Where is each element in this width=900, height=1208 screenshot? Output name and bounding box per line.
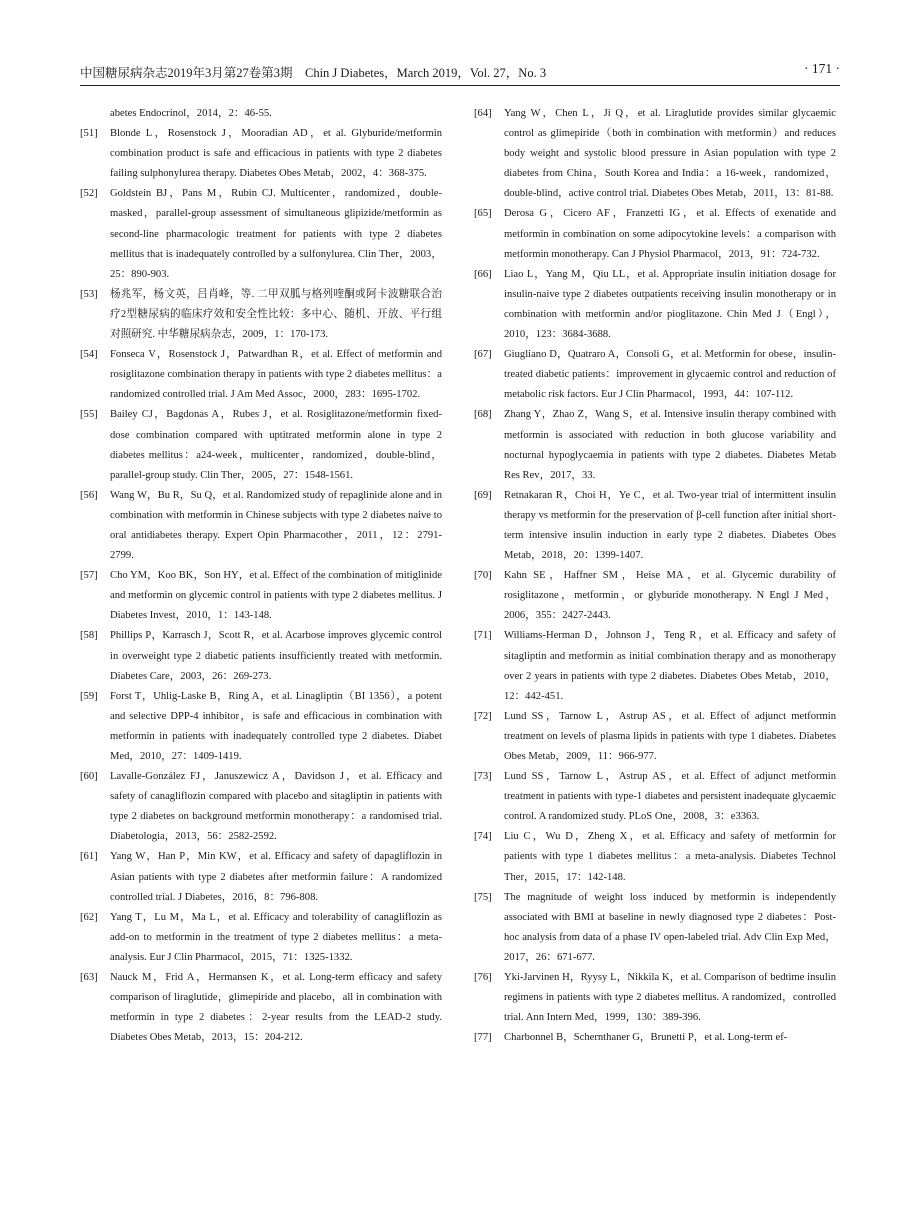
reference-entry [80, 767, 442, 847]
reference-number: [68] [474, 409, 492, 421]
reference-text: Bailey CJ，Bagdonas A，Rubes J，et al. Rosiglitazone/metformin fixed-dose combination compared with uptitrated metformin alone in type 2 diabetes mellitus：a24-week，multicenter，randomized，double-blind，parallel-group study. Clin Ther，2005，27：1548-1561. [110, 409, 442, 481]
reference-text: Giugliano D，Quatraro A，Consoli G，et al. Metformin for obese，insulin-treated diabetic patients：improvement in glycaemic control and reduction of metabolic risk factors. Eur J Clin Pharmacol，1993，44：107-112. [504, 349, 836, 401]
reference-entry [80, 486, 442, 566]
page-number: · 171 · [804, 61, 840, 76]
reference-text: Lund SS，Tarnow L，Astrup AS，et al. Effect of adjunct metformin treatment on levels of plasma lipids in patients with type 1 diabetes. Diabetes Obes Metab，2009，11：966-977. [504, 710, 836, 762]
reference-entry [474, 827, 836, 887]
reference-text: Zhang Y，Zhao Z，Wang S，et al. Intensive insulin therapy combined with metformin is associated with reduction in both glucose variability and nocturnal hypoglycaemia in patients with type 2 diabetes. Diabetes Metab Res Rev，2017，33. [504, 409, 836, 481]
reference-text: Lund SS，Tarnow L，Astrup AS，et al. Effect of adjunct metformin treatment in patients with type-1 diabetes and persistent inadequate glycaemic control. A randomized study. PLoS One，2008，3：e3363. [504, 771, 836, 823]
reference-entry [474, 888, 836, 968]
reference-entry [474, 405, 836, 485]
reference-number: [61] [80, 851, 98, 863]
reference-text: Cho YM，Koo BK，Son HY，et al. Effect of the combination of mitiglinide and metformin on glycemic control in patients with type 2 diabetes mellitus. J Diabetes Invest，2010，1：143-148. [110, 570, 442, 622]
reference-entry [474, 707, 836, 767]
reference-number: [66] [474, 268, 492, 280]
reference-number: [57] [80, 570, 98, 582]
left-column [80, 104, 442, 1048]
reference-entry [80, 285, 442, 345]
reference-number: [56] [80, 489, 98, 501]
reference-entry [474, 767, 836, 827]
reference-text: Yang T，Lu M，Ma L，et al. Efficacy and tolerability of canagliflozin as add-on to metformin in the treatment of type 2 diabetes mellitus：a meta-analysis. Eur J Clin Pharmacol，2015，71：1325-1332. [110, 911, 442, 963]
reference-number: [73] [474, 771, 492, 783]
reference-entry [80, 566, 442, 626]
reference-entry [474, 1028, 836, 1048]
reference-number: [52] [80, 188, 98, 200]
reference-number: [72] [474, 710, 492, 722]
reference-text: Williams-Herman D，Johnson J，Teng R，et al. Efficacy and safety of sitagliptin and metformin as initial combination therapy and as monotherapy over 2 years in patients with type 2 diabetes. Diabetes Obes Metab，2010，12：442-451. [504, 630, 836, 702]
reference-number: [63] [80, 972, 98, 984]
reference-number: [67] [474, 349, 492, 361]
left-reference-list [80, 124, 442, 1048]
journal-citation-line: 中国糖尿病杂志2019年3月第27卷第3期 Chin J Diabetes，March 2019，Vol. 27，No. 3 [80, 66, 547, 80]
reference-entry [474, 968, 836, 1028]
running-header [80, 63, 840, 86]
reference-entry [474, 486, 836, 566]
reference-entry [80, 847, 442, 907]
reference-text: Wang W，Bu R，Su Q，et al. Randomized study of repaglinide alone and in combination with metformin in Chinese subjects with type 2 diabetes naive to oral antidiabetes therapy. Expert Opin Pharmacother，2011，12：2791-2799. [110, 489, 442, 562]
reference-number: [70] [474, 570, 492, 582]
reference-entry [474, 104, 836, 204]
reference-number: [55] [80, 409, 98, 421]
reference-entry [474, 626, 836, 706]
reference-text: Forst T，Uhlig-Laske B，Ring A，et al. Linagliptin（BI 1356），a potent and selective DPP-4 inhibitor，is safe and efficacious in combination with metformin in patients with inadequately controlled type 2 diabetes. Diabet Med，2010，27：1409-1419. [110, 690, 442, 762]
reference-number: [64] [474, 108, 492, 119]
reference-text: The magnitude of weight loss induced by metformin is independently associated with BMI at baseline in newly diagnosed type 2 diabetes：Post-hoc analysis from data of a phase IV open-labeled trial. Adv Clin Exp Med，2017，26：671-677. [504, 891, 836, 963]
reference-entry [80, 405, 442, 485]
reference-continuation: abetes Endocrinol，2014，2：46-55. [110, 108, 272, 119]
reference-entry [80, 687, 442, 767]
reference-text: Kahn SE，Haffner SM，Heise MA，et al. Glycemic durability of rosiglitazone，metformin，or glyburide monotherapy. N Engl J Med，2006，355：2427-2443. [504, 570, 836, 622]
reference-entry [474, 566, 836, 626]
reference-text: Phillips P，Karrasch J，Scott R，et al. Acarbose improves glycemic control in overweight type 2 diabetic patients insufficiently treated with metformin. Diabetes Care，2003，26：269-273. [110, 630, 442, 682]
reference-number: [53] [80, 288, 98, 300]
reference-text: Yki-Jarvinen H，Ryysy L，Nikkila K，et al. Comparison of bedtime insulin regimens in patients with type 2 diabetes mellitus. A randomized，controlled trial. Ann Intern Med，1999，130：389-396. [504, 972, 836, 1024]
reference-entry [80, 626, 442, 686]
reference-entry [474, 204, 836, 264]
reference-text: Liao L，Yang M，Qiu LL，et al. Appropriate insulin initiation dosage for insulin-naive type 2 diabetes outpatients receiving insulin monotherapy or in combination with metformin and/or pioglitazone. Chin Med J（Engl），2010，123：3684-3688. [504, 268, 836, 341]
reference-number: [76] [474, 972, 492, 984]
reference-text: Nauck M，Frid A，Hermansen K，et al. Long-term efficacy and safety comparison of liraglutide，glimepiride and placebo，all in combination with metformin in type 2 diabetes：2-year results from the LEAD-2 study. Diabetes Obes Metab，2013，15：204-212. [110, 972, 442, 1044]
reference-text: Charbonnel B，Schernthaner G，Brunetti P，et al. Long-term ef- [504, 1032, 788, 1044]
reference-number: [74] [474, 831, 492, 843]
reference-entry [474, 345, 836, 405]
reference-text: Goldstein BJ，Pans M，Rubin CJ. Multicenter，randomized，double-masked，parallel-group assessment of simultaneous glipizide/metformin as second-line pharmacologic treatment for patients with type 2 diabetes mellitus that is inadequately controlled by a sulfonylurea. Clin Ther，2003，25：890-903. [110, 188, 442, 280]
reference-number: [65] [474, 208, 492, 220]
reference-number: [59] [80, 690, 98, 702]
reference-text: Liu C，Wu D，Zheng X，et al. Efficacy and safety of metformin for patients with type 1 diabetes mellitus：a meta-analysis. Diabetes Technol Ther，2015，17：142-148. [504, 831, 836, 883]
reference-text: Lavalle-González FJ，Januszewicz A，Davidson J，et al. Efficacy and safety of canagliflozin compared with placebo and sitagliptin in patients with type 2 diabetes on background metformin monotherapy：a randomised trial. Diabetologia，2013，56：2582-2592. [110, 771, 442, 843]
reference-entry [474, 265, 836, 345]
reference-text: Yang W，Chen L，Ji Q，et al. Liraglutide provides similar glycaemic control as glimepiride（both in combination with metformin）and reduces body weight and systolic blood pressure in Asian population with type 2 diabetes from China，South Korea and India：a 16-week，randomized，double-blind，active control trial. Diabetes Obes Metab，2011，13：81-88. [504, 108, 836, 200]
reference-text: 杨兆军，杨文英，吕肖峰，等. 二甲双胍与格列喹酮或阿卡波糖联合治疗2型糖尿病的临床疗效和安全性比较：多中心、随机、开放、平行组对照研究. 中华糖尿病杂志，2009，1：170-173. [110, 288, 442, 341]
reference-text: Yang W，Han P，Min KW，et al. Efficacy and safety of dapagliflozin in Asian patients with type 2 diabetes after metformin failure：A randomized controlled trial. J Diabetes，2016，8：796-808. [110, 851, 442, 903]
reference-entry [80, 908, 442, 968]
reference-number: [71] [474, 630, 492, 642]
reference-text: Derosa G，Cicero AF，Franzetti IG，et al. Effects of exenatide and metformin in combination on some adipocytokine levels：a comparison with metformin monotherapy. Can J Physiol Pharmacol，2013，91：724-732. [504, 208, 836, 260]
reference-entry [80, 184, 442, 284]
reference-number: [69] [474, 489, 492, 501]
reference-entry [80, 124, 442, 184]
reference-number: [54] [80, 349, 98, 361]
reference-number: [60] [80, 771, 98, 783]
reference-text: Retnakaran R，Choi H，Ye C，et al. Two-year trial of intermittent insulin therapy vs metformin for the preservation of β-cell function after initial short-term intensive insulin induction in early type 2 diabetes. Diabetes Obes Metab，2018，20：1399-1407. [504, 489, 836, 562]
reference-number: [75] [474, 891, 492, 903]
right-column [474, 104, 836, 1048]
reference-number: [58] [80, 630, 98, 642]
reference-entry [80, 968, 442, 1048]
right-reference-list [474, 104, 836, 1048]
reference-number: [77] [474, 1032, 492, 1044]
reference-number: [62] [80, 911, 98, 923]
reference-entry [80, 345, 442, 405]
reference-text: Fonseca V，Rosenstock J，Patwardhan R，et al. Effect of metformin and rosiglitazone combination therapy in patients with type 2 diabetes mellitus：a randomized controlled trial. J Am Med Assoc，2000，283：1695-1702. [110, 349, 442, 401]
reference-text: Blonde L，Rosenstock J，Mooradian AD，et al. Glyburide/metformin combination product is safe and efficacious in patients with type 2 diabetes failing sulphonylurea therapy. Diabetes Obes Metab，2002，4：368-375. [110, 128, 442, 180]
reference-number: [51] [80, 128, 98, 140]
